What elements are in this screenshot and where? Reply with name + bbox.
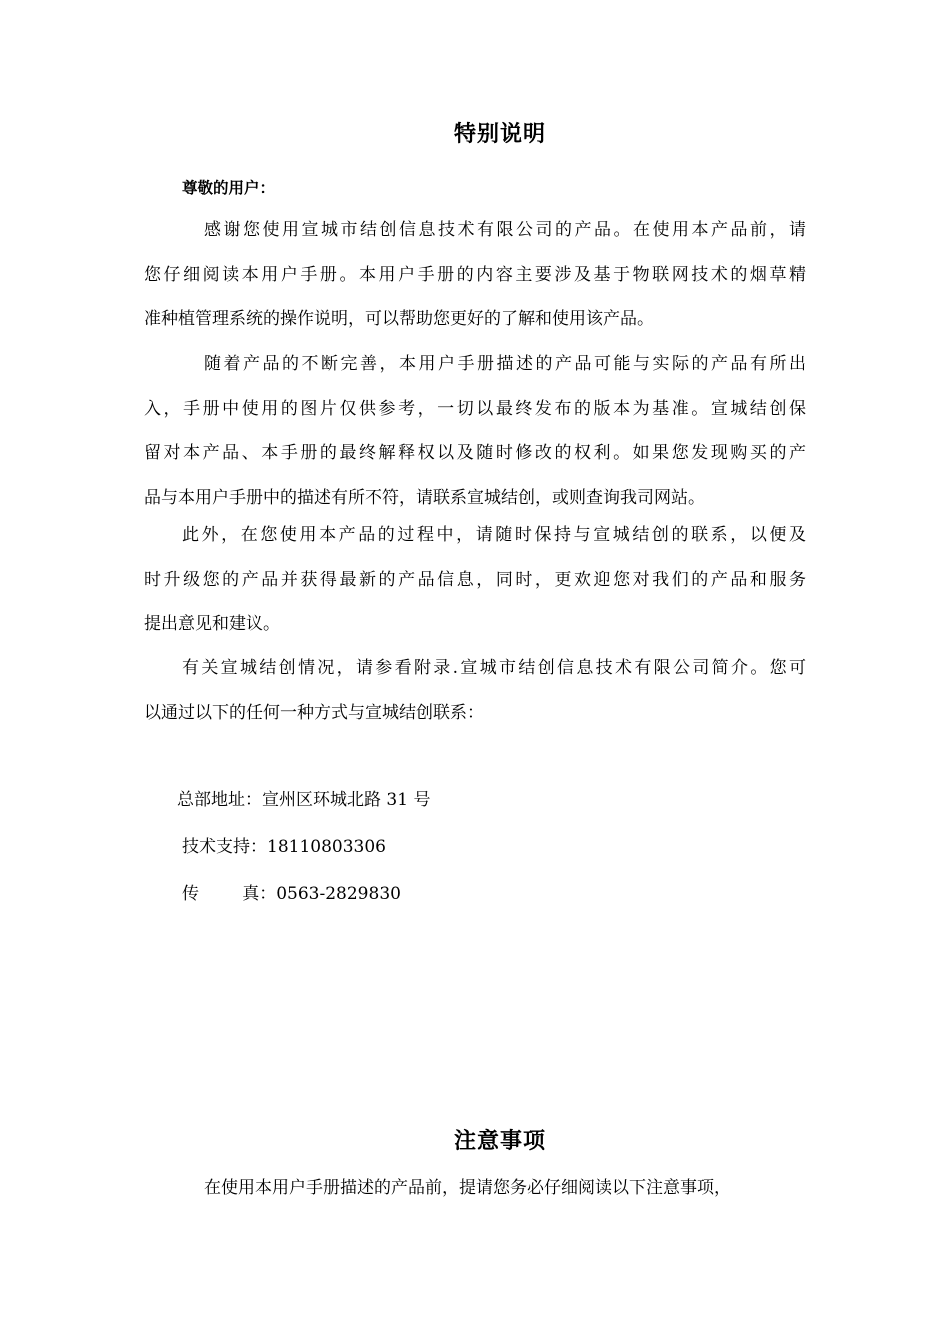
contact-address: 总部地址：宣州区环城北路 31 号 [177,790,431,810]
section-title-special-notice: 特别说明 [453,122,546,147]
greeting: 尊敬的用户： [182,179,276,197]
paragraph-contact-us [144,513,806,647]
paragraph-line: 感谢您使用宣城市结创信息技术有限公司的产品。在使用本产品前，请 [204,220,806,240]
section-title-precautions: 注意事项 [453,1129,546,1154]
paragraph-line: 准种植管理系统的操作说明，可以帮助您更好的了解和使用该产品。 [144,309,654,329]
paragraph-updates [144,342,806,520]
paragraph-line: 时升级您的产品并获得最新的产品信息，同时，更欢迎您对我们的产品和服务 [144,569,806,590]
contact-fax: 传 真：0563-2829830 [182,884,401,904]
paragraph-thanks [144,208,806,342]
paragraph-line: 有关宣城结创情况，请参看附录.宣城市结创信息技术有限公司简介。您可 [182,658,806,678]
paragraph-precautions-intro [144,1166,806,1211]
paragraph-line: 品与本用户手册中的描述有所不符，请联系宣城结创，或则查询我司网站。 [144,487,705,508]
contact-support-phone: 技术支持：18110803306 [182,837,386,857]
paragraph-line: 您仔细阅读本用户手册。本用户手册的内容主要涉及基于物联网技术的烟草精 [144,264,806,285]
paragraph-line: 随着产品的不断完善，本用户手册描述的产品可能与实际的产品有所出 [204,354,806,374]
paragraph-line: 以通过以下的任何一种方式与宣城结创联系： [144,702,484,723]
paragraph-line: 提出意见和建议。 [144,614,280,634]
paragraph-line: 入，手册中使用的图片仅供参考，一切以最终发布的版本为基准。宣城结创保 [144,398,806,419]
paragraph-company-info [144,646,806,735]
paragraph-line: 此外，在您使用本产品的过程中，请随时保持与宣城结创的联系，以便及 [182,525,806,545]
paragraph-line: 留对本产品、本手册的最终解释权以及随时修改的权利。如果您发现购买的产 [144,443,806,463]
paragraph-line: 在使用本用户手册描述的产品前，提请您务必仔细阅读以下注意事项， [204,1178,731,1198]
